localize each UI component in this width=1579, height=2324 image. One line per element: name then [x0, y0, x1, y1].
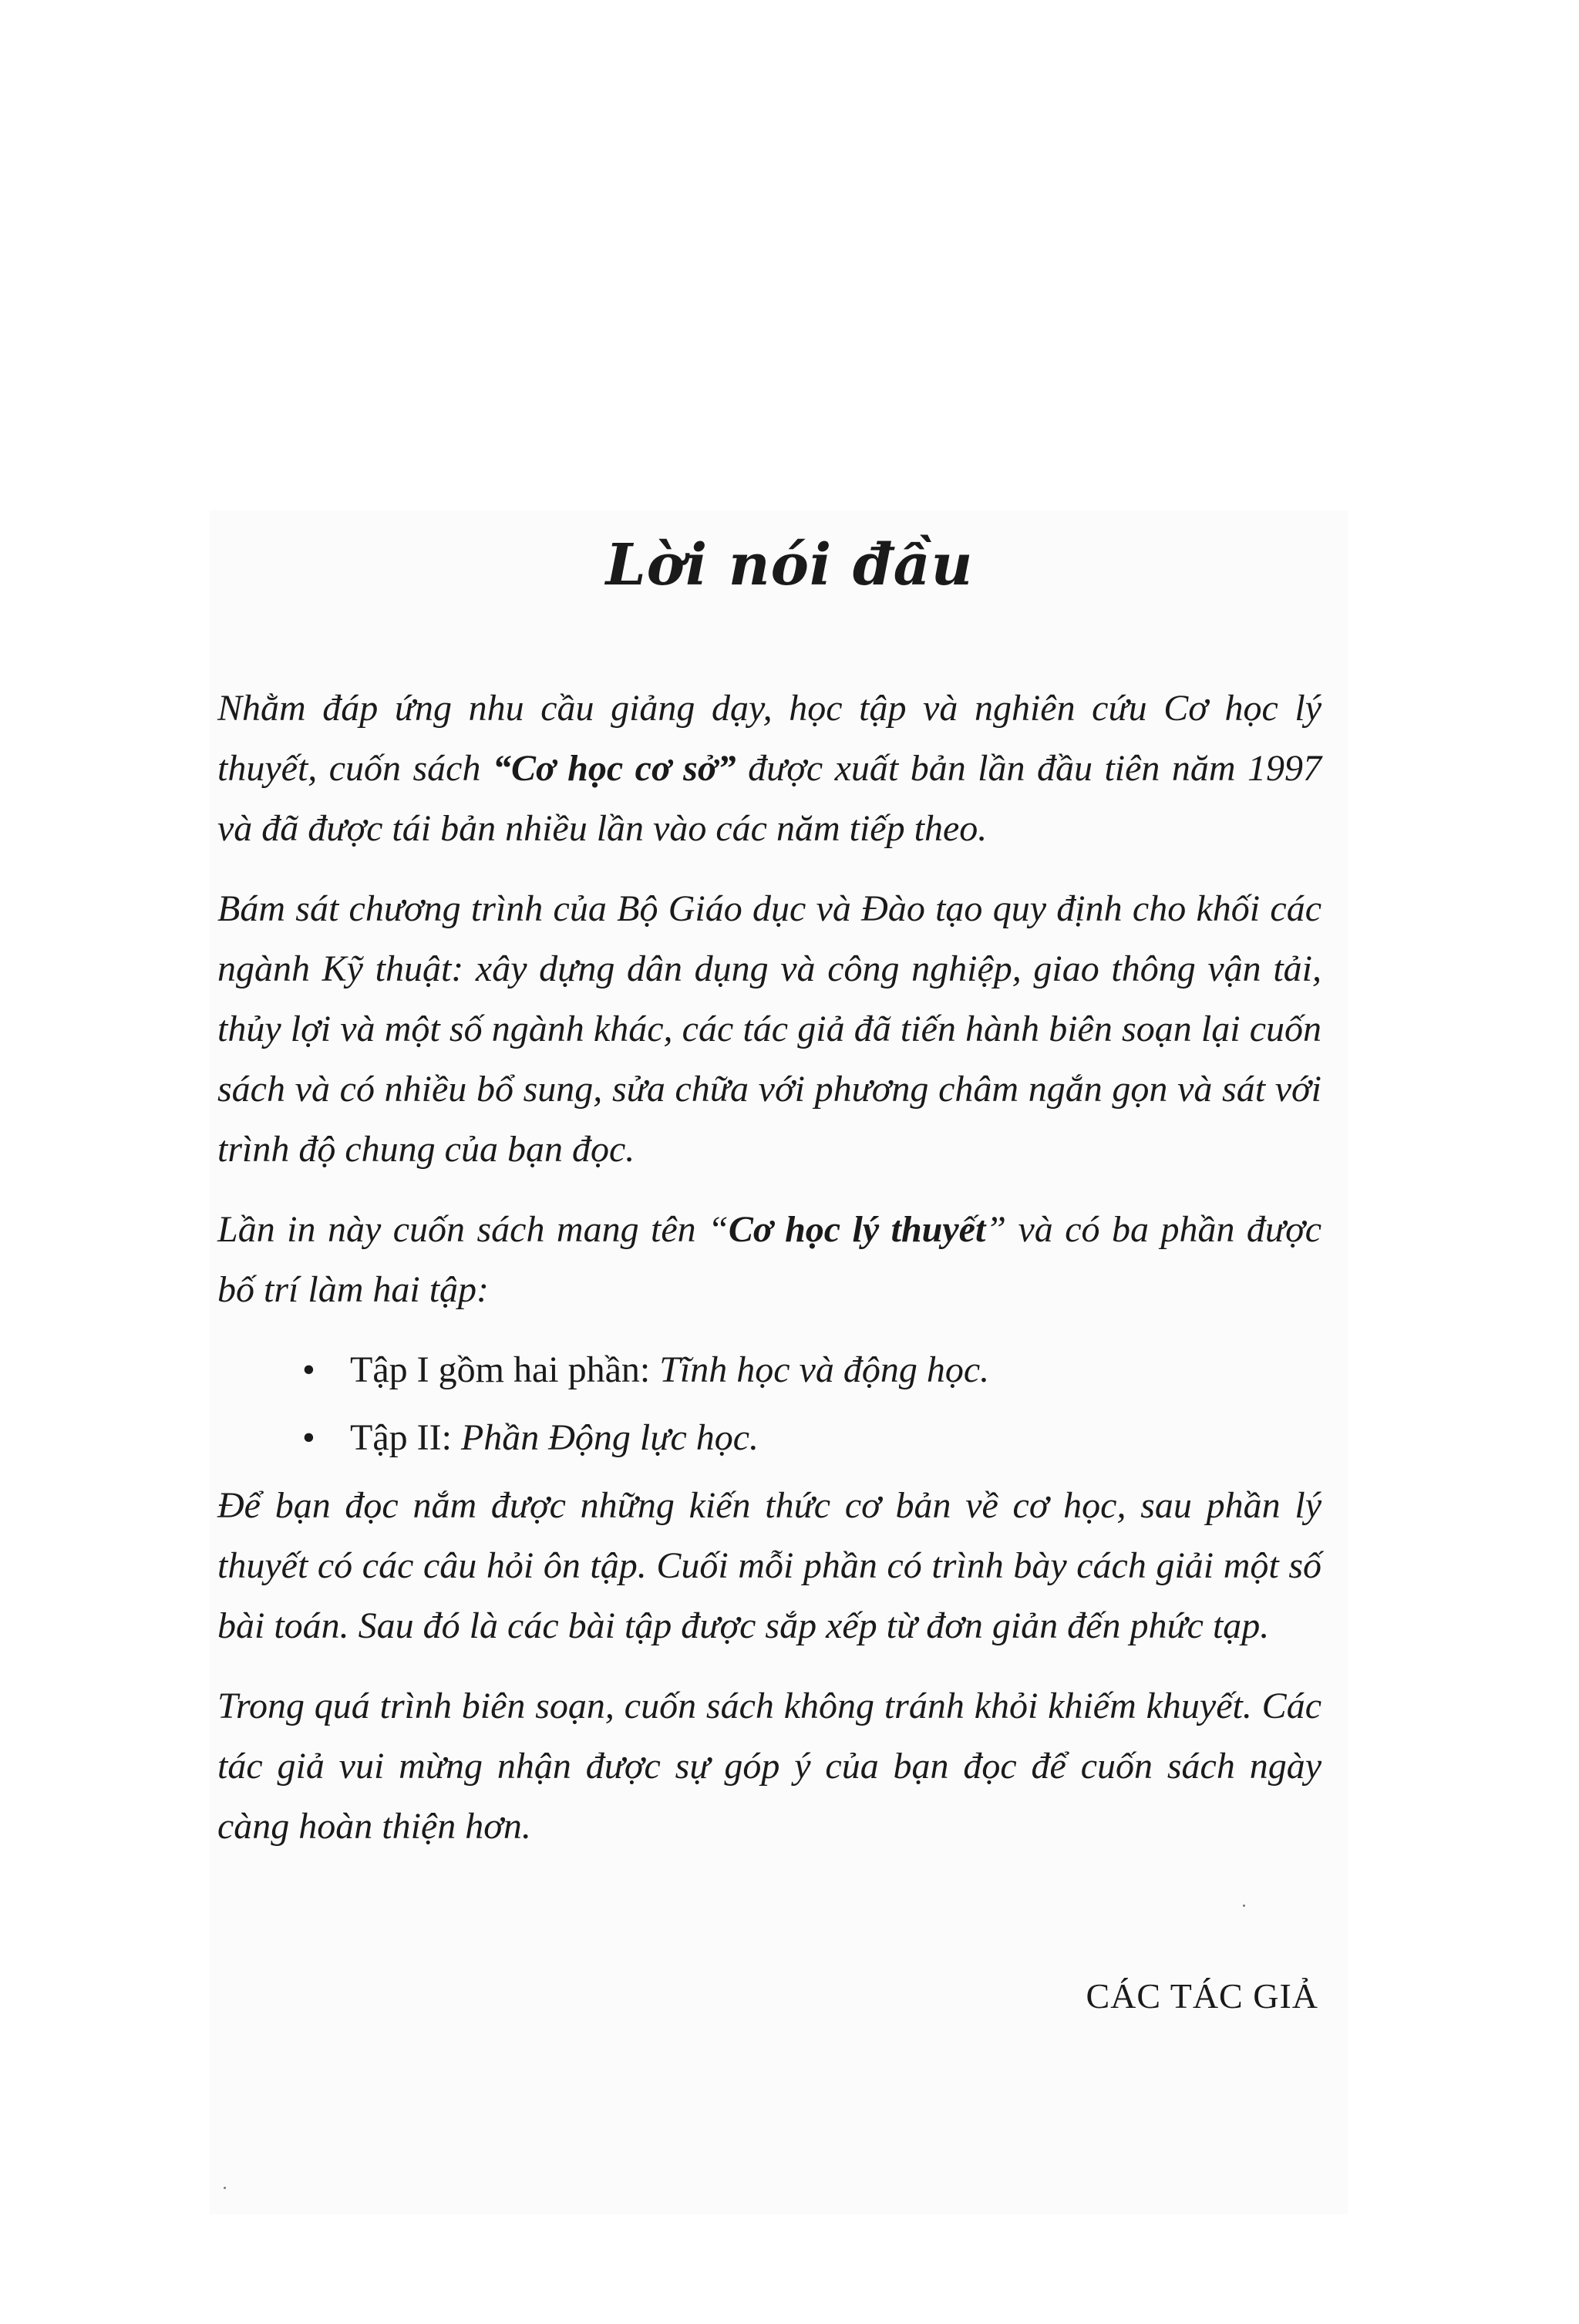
paragraph-3 — [217, 1200, 1321, 1320]
book-title-old: “Cơ học cơ sở” — [492, 748, 736, 789]
list-item-label: Tập I gồm hai phần: — [350, 1349, 660, 1390]
paragraph-1-text-a: Nhằm đáp ứng nhu cầu giảng dạy, học tập và nghiên cứu Cơ học lý thuyết, cuốn sách — [217, 688, 1321, 789]
list-item — [217, 1408, 1321, 1468]
bullet-icon: • — [302, 1349, 315, 1390]
scan-speck — [1243, 1905, 1245, 1907]
paragraph-3-text-a: Lần in này cuốn sách mang tên “ — [217, 1209, 729, 1250]
volume-list — [217, 1340, 1321, 1468]
paragraph-2: Bám sát chương trình của Bộ Giáo dục và Đào tạo quy định cho khối các ngành Kỹ thuật: xây dựng dân dụng và công nghiệp, giao thông vận tải, thủy lợi và một số ngành khác, các tác giả đã tiến hành biên soạn lại cuốn sách và có nhiều bổ sung, sửa chữa với phương châm ngắn gọn và sát với trình độ chung của bạn đọc. — [217, 888, 1321, 1170]
paragraph-1-text-b: được xuất bản lần đầu tiên năm 1997 và đã được tái bản nhiều lần vào các năm tiếp theo. — [217, 748, 1321, 849]
page-title: Lời nói đầu — [605, 532, 974, 598]
list-item-label: Tập II: — [350, 1417, 461, 1458]
book-title-new: Cơ học lý thuyết — [728, 1209, 986, 1250]
list-item-italic: Phần Động lực học. — [460, 1417, 759, 1458]
list-item-italic: Tĩnh học và động học. — [659, 1349, 990, 1390]
bullet-icon: • — [302, 1417, 315, 1458]
paragraph-4: Để bạn đọc nắm được những kiến thức cơ bản về cơ học, sau phần lý thuyết có các câu hỏi ôn tập. Cuối mỗi phần có trình bày cách giải một số bài toán. Sau đó là các bài tập được sắp xếp từ đơn giản đến phức tạp. — [217, 1485, 1321, 1646]
paragraph-5: Trong quá trình biên soạn, cuốn sách không tránh khỏi khiếm khuyết. Các tác giả vui mừng nhận được sự góp ý của bạn đọc để cuốn sách ngày càng hoàn thiện hơn. — [217, 1686, 1321, 1847]
list-item — [217, 1340, 1321, 1400]
signature: CÁC TÁC GIẢ — [1086, 1976, 1318, 2016]
preface-body — [217, 679, 1321, 1877]
paragraph-1 — [217, 679, 1321, 859]
paragraph-3-text-b: ” và có ba phần được bố trí làm hai tập: — [217, 1209, 1322, 1310]
scan-speck — [224, 2187, 226, 2189]
